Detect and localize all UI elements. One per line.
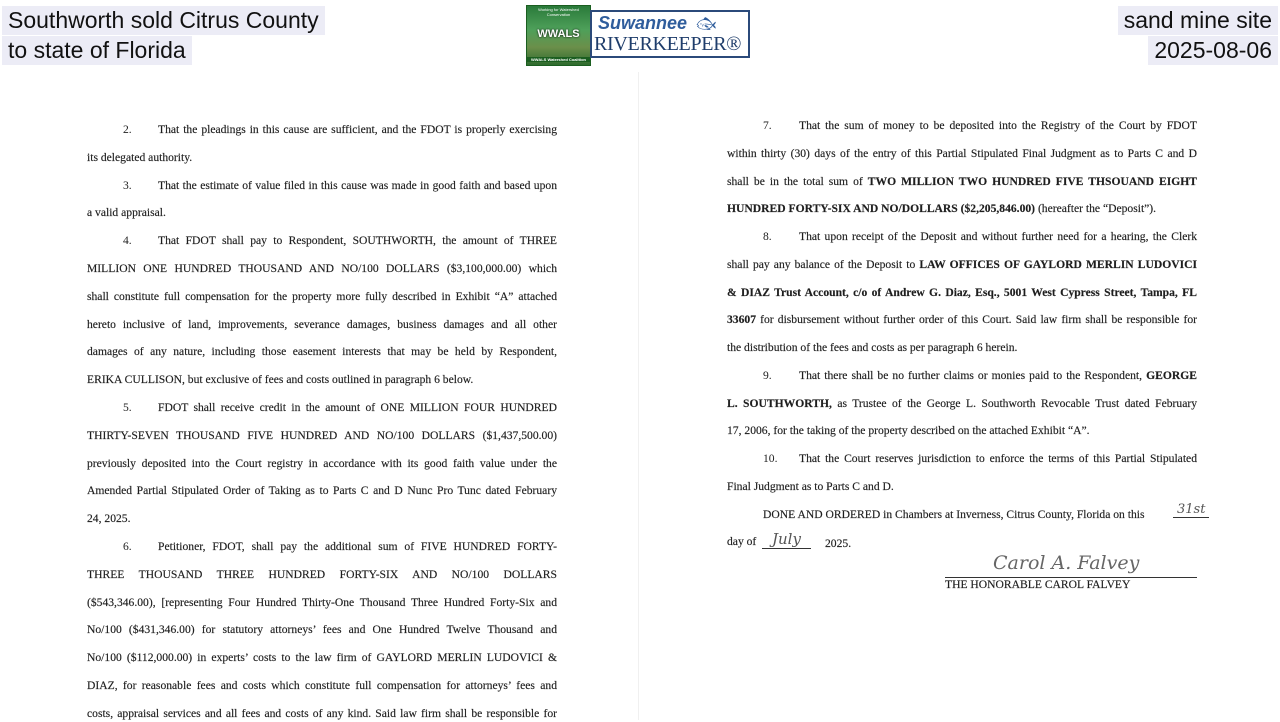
document-line bbox=[799, 451, 1197, 467]
document-line bbox=[87, 678, 557, 694]
text-run: costs, appraisal services and all fees and costs of any kind. Said law firm shall be responsible for bbox=[87, 706, 557, 720]
document-line bbox=[87, 456, 557, 472]
text-run: its delegated authority. bbox=[87, 150, 193, 164]
bold-text: L. SOUTHWORTH, bbox=[727, 396, 832, 410]
document-line bbox=[727, 285, 1197, 301]
bold-text: HUNDRED FORTY-SIX AND NO/DOLLARS ($2,205,846.00) bbox=[727, 202, 1036, 216]
text-run: a valid appraisal. bbox=[87, 206, 166, 220]
paragraph-number: 10. bbox=[763, 452, 778, 465]
text-run: Petitioner, FDOT, shall pay the additional sum of FIVE HUNDRED FORTY- bbox=[158, 540, 557, 553]
fish-icon: 🐟︎ bbox=[696, 16, 717, 33]
document-line bbox=[799, 229, 1197, 245]
text-run: DONE AND ORDERED in Chambers at Inverness, Citrus County, Florida on this bbox=[763, 507, 1145, 521]
text-run: shall constitute full compensation for the property more fully described in Exhibit “A” attached bbox=[87, 289, 557, 303]
text-run: as Trustee of the George L. Southworth Revocable Trust dated February bbox=[831, 396, 1197, 410]
bold-text: & DIAZ Trust Account, c/o of Andrew G. Diaz, Esq., 5001 West Cypress Street, Tampa, FL bbox=[727, 285, 1197, 299]
document-line bbox=[87, 317, 557, 333]
order-year: 2025. bbox=[825, 537, 852, 550]
document-line bbox=[763, 507, 1145, 523]
text-run: day of bbox=[727, 535, 757, 549]
document-line bbox=[87, 289, 557, 305]
document-line bbox=[87, 622, 557, 638]
document-line bbox=[158, 122, 557, 138]
paragraph-number: 9. bbox=[763, 368, 772, 382]
text-run: within thirty (30) days of the entry of this Partial Stipulated Final Judgment as to Parts C and D bbox=[727, 146, 1197, 160]
document-line bbox=[727, 423, 1090, 439]
bold-text: GEORGE bbox=[1146, 368, 1197, 382]
caption-right-line1: sand mine site bbox=[1118, 6, 1278, 35]
document-line bbox=[87, 567, 557, 583]
document-line bbox=[727, 257, 1197, 273]
text-run: shall pay any balance of the Deposit to bbox=[727, 257, 920, 271]
text-run: That the sum of money to be deposited into the Registry of the Court by FDOT bbox=[799, 119, 1197, 132]
text-run: That there shall be no further claims or monies paid to the Respondent, bbox=[799, 368, 1147, 382]
riverkeeper-logo-text: RIVERKEEPER® bbox=[594, 33, 742, 55]
document-page-left bbox=[0, 72, 639, 720]
bold-text: 33607 bbox=[727, 313, 756, 327]
handwritten-month: July bbox=[762, 530, 811, 549]
document-page-right bbox=[641, 72, 1280, 720]
document-line bbox=[727, 479, 894, 495]
paragraph-number: 7. bbox=[763, 119, 772, 132]
document-line bbox=[87, 595, 557, 611]
document-line bbox=[87, 511, 130, 527]
text-run: Final Judgment as to Parts C and D. bbox=[727, 479, 894, 493]
document-line bbox=[87, 372, 473, 388]
document-line bbox=[87, 205, 166, 221]
document-line bbox=[727, 312, 1197, 328]
paragraph-number: 6. bbox=[123, 540, 132, 553]
document-line bbox=[87, 483, 557, 499]
paragraph-number: 4. bbox=[123, 234, 132, 248]
text-run: No/100 ($431,346.00) for statutory attorneys’ fees and One Hundred Twelve Thousand and bbox=[87, 623, 557, 637]
document-line bbox=[158, 178, 557, 194]
judge-name: THE HONORABLE CAROL FALVEY bbox=[945, 578, 1131, 591]
caption-left-line2: to state of Florida bbox=[2, 36, 192, 65]
bold-text: TWO MILLION TWO HUNDRED FIVE THSOUAND EIGHT bbox=[867, 174, 1197, 188]
text-run: THIRTY-SEVEN THOUSAND FIVE HUNDRED AND NO/100 DOLLARS ($1,437,500.00) bbox=[87, 428, 557, 442]
text-run: damages of any nature, including those easement interests that may be held by Respondent, bbox=[87, 345, 557, 359]
handwritten-day: 31st bbox=[1173, 502, 1209, 518]
text-run: MILLION ONE HUNDRED THOUSAND AND NO/100 DOLLARS ($3,100,000.00) which bbox=[87, 262, 557, 275]
paragraph-number: 8. bbox=[763, 230, 772, 243]
text-run: That FDOT shall pay to Respondent, SOUTHWORTH, the amount of THREE bbox=[158, 234, 557, 248]
text-run: the distribution of the fees and costs as per paragraph 6 herein. bbox=[727, 341, 1018, 354]
text-run: for disbursement without further order of this Court. Said law firm shall be responsible for bbox=[755, 313, 1197, 327]
text-run: FDOT shall receive credit in the amount of ONE MILLION FOUR HUNDRED bbox=[158, 401, 557, 414]
wwals-logo-text: WWALS bbox=[537, 28, 580, 40]
suwannee-riverkeeper-logo bbox=[590, 10, 750, 58]
text-run: previously deposited into the Court registry in accordance with its good faith value under the bbox=[87, 456, 557, 470]
text-run: shall be in the total sum of bbox=[727, 174, 868, 188]
riverkeeper-logo-suwannee: Suwannee bbox=[598, 13, 688, 33]
paragraph-number: 3. bbox=[123, 178, 132, 192]
document-line bbox=[727, 201, 1156, 217]
text-run: (hereafter the “Deposit”). bbox=[1035, 202, 1157, 216]
judge-signature: Carol A. Falvey bbox=[993, 552, 1140, 574]
text-run: DIAZ, for reasonable fees and costs which constitute full compensation for attorneys’ fees and bbox=[87, 679, 557, 692]
document-line bbox=[87, 428, 557, 444]
document-line bbox=[727, 340, 1017, 356]
document-line bbox=[158, 400, 557, 416]
document-line bbox=[799, 368, 1197, 384]
wwals-logo bbox=[526, 5, 591, 66]
text-run: That the pleadings in this cause are sufficient, and the FDOT is properly exercising bbox=[158, 123, 557, 136]
text-run: That the Court reserves jurisdiction to enforce the terms of this Partial Stipulated bbox=[799, 452, 1197, 465]
document-line bbox=[87, 706, 557, 722]
document-line bbox=[799, 118, 1197, 134]
paragraph-number: 5. bbox=[123, 401, 132, 414]
document-line bbox=[158, 233, 557, 249]
caption-left-line1: Southworth sold Citrus County bbox=[2, 6, 325, 35]
document-line bbox=[87, 150, 192, 166]
document-line bbox=[87, 650, 557, 666]
text-run: ($543,346.00), [representing Four Hundred Thirty-One Thousand Three Hundred Forty-Six and bbox=[87, 595, 557, 609]
text-run: hereto inclusive of land, improvements, severance damages, business damages and all other bbox=[87, 317, 557, 331]
wwals-logo-bottom: WWALS Watershed Coalition bbox=[527, 57, 590, 62]
text-run: That upon receipt of the Deposit and without further need for a hearing, the Clerk bbox=[799, 230, 1197, 243]
text-run: That the estimate of value filed in this cause was made in good faith and based upon bbox=[158, 178, 557, 192]
text-run: 24, 2025. bbox=[87, 512, 131, 526]
document-line bbox=[87, 344, 557, 360]
document-line bbox=[727, 146, 1197, 162]
text-run: Amended Partial Stipulated Order of Taking as to Parts C and D Nunc Pro Tunc dated February bbox=[87, 484, 557, 498]
paragraph-number: 2. bbox=[123, 123, 132, 136]
caption-right-line2: 2025-08-06 bbox=[1148, 36, 1278, 65]
document-line bbox=[727, 396, 1197, 412]
text-run: No/100 ($112,000.00) in experts’ costs to the law firm of GAYLORD MERLIN LUDOVICI & bbox=[87, 651, 557, 665]
text-run: ERIKA CULLISON, but exclusive of fees and costs outlined in paragraph 6 below. bbox=[87, 373, 474, 387]
document-line bbox=[727, 534, 756, 550]
wwals-logo-tagline: Working for Watershed Conservation bbox=[538, 7, 579, 17]
document-line bbox=[87, 261, 557, 277]
text-run: 17, 2006, for the taking of the property described on the attached Exhibit “A”. bbox=[727, 424, 1090, 438]
bold-text: LAW OFFICES OF GAYLORD MERLIN LUDOVICI bbox=[919, 257, 1197, 271]
text-run: THREE THOUSAND THREE HUNDRED FORTY-SIX AND NO/100 DOLLARS bbox=[87, 567, 557, 581]
document-line bbox=[727, 174, 1197, 190]
document-line bbox=[158, 539, 557, 555]
